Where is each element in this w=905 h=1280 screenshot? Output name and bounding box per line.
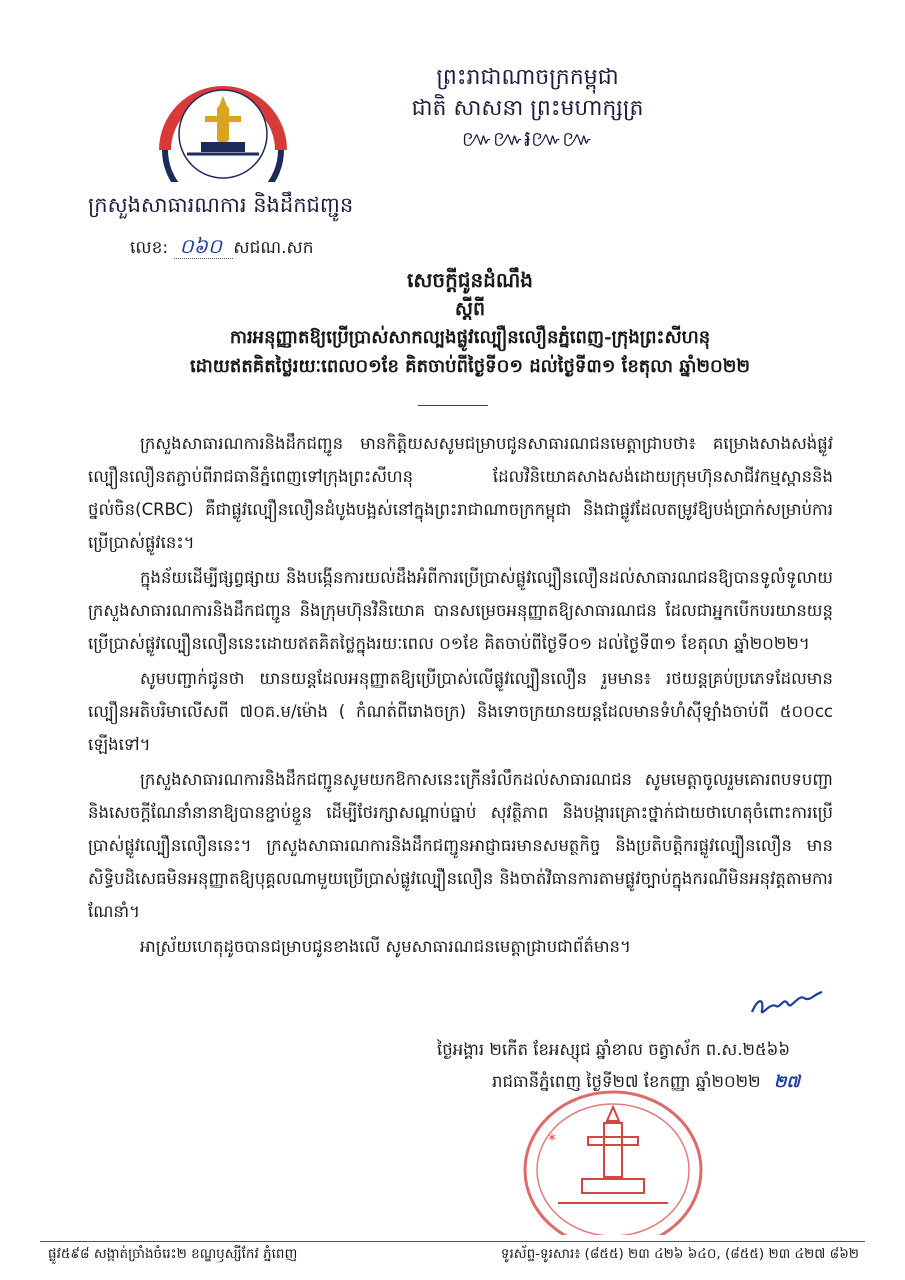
footer-address: ផ្លូវ៥៩៨ សង្កាត់ច្រាំងចំរេះ២ ខណ្ឌឫស្សីកែវ ភ្នំពេញ — [48, 1246, 298, 1262]
footer-phone: ទូរស័ព្ទ-ទូរសារ៖ (៨៥៥) ២៣ ៤២៦ ៦៤០, (៨៥៥) ២៣ ៤២៧ ៨៦២ — [500, 1246, 859, 1262]
national-motto: ជាតិ សាសនា ព្រះមហាក្សត្រ — [411, 96, 644, 121]
ministry-name: ក្រសួងសាធារណការ និងដឹកជញ្ជូន — [88, 193, 354, 217]
date-mark: ២៧ — [773, 1072, 800, 1091]
paragraph-5: អាស្រ័យហេតុដូចបានជម្រាបជូនខាងលើ សូមសាធារណជនមេត្តាជ្រាបជាព័ត៌មាន។ — [140, 937, 631, 956]
subject-line-2: ដោយឥតគិតថ្លៃរយៈពេល០១ខែ គិតចាប់ពីថ្ងៃទី០១ ដល់ថ្ងៃទី៣១ ខែតុលា ឆ្នាំ២០២២ — [189, 356, 751, 377]
ref-prefix: លេខ: — [130, 238, 169, 258]
footer-rule — [40, 1241, 865, 1242]
lunar-date: ថ្ងៃអង្គារ ២កើត ខែអស្សុជ ឆ្នាំខាល ចត្វាស័ក ព.ស.២៥៦៦ — [437, 1040, 791, 1059]
kingdom-header — [355, 62, 700, 155]
kingdom-name: ព្រះរាជាណាចក្រកម្ពុជា — [436, 65, 619, 90]
official-seal — [518, 1075, 708, 1235]
ref-suffix: សជណ.សក — [233, 238, 314, 258]
header-ornament: ៚៚៛៚៚ — [461, 127, 594, 152]
paragraph-1: ក្រសួងសាធារណការនិងដឹកជញ្ជូន មានកិត្តិយសសូមជម្រាបជូនសាធារណជនមេត្តាជ្រាបថា៖ គម្រោងសាងសង់ផ្លូវល្បឿនលឿនតភ្ជាប់ពីរាជធានីភ្នំពេញទៅក្រុងព្រះសីហនុ ដែលវិនិយោគសាងសង់ដោយក្រុមហ៊ុនសាជីវកម្មស្ពាននិងថ្នល់ចិន(CRBC) គឺជាផ្លូវល្បឿនលឿនដំបូងបង្អស់នៅក្នុងព្រះរាជាណាចក្រកម្ពុជា និងជាផ្លូវដែលតម្រូវឱ្យបង់ប្រាក់សម្រាប់ការប្រើប្រាស់ផ្លូវនេះ។ — [88, 434, 833, 552]
about-label: ស្ដីពី — [454, 298, 486, 320]
svg-text:*: * — [548, 1130, 556, 1149]
reference-number — [130, 233, 314, 263]
subject-line-1: ការអនុញ្ញាតឱ្យប្រើប្រាស់សាកល្បងផ្លូវល្បឿនលឿនភ្នំពេញ-ក្រុងព្រះសីហនុ — [229, 327, 711, 348]
initial-signature — [748, 990, 828, 1020]
notice-title: សេចក្ដីជូនដំណឹង — [407, 268, 533, 292]
solar-date: រាជធានីភ្នំពេញ ថ្ងៃទី២៧ ខែកញ្ញា ឆ្នាំ២០២២ — [492, 1072, 761, 1091]
paragraph-3: សូមបញ្ជាក់ជូនថា យានយន្តដែលអនុញ្ញាតឱ្យប្រើប្រាស់លើផ្លូវល្បឿនលឿន រួមមាន៖ រថយន្តគ្រប់ប្រភេទដែលមានល្បឿនអតិបរិមាលើសពី ៧០គ.ម/ម៉ោង ( កំណត់ពីរោងចក្រ) និងទោចក្រយានយន្តដែលមានទំហំស៊ីឡាំងចាប់ពី ៥០០cc ឡើងទៅ។ — [88, 669, 833, 754]
ref-number: ០៦០ — [179, 234, 222, 258]
title-divider — [418, 405, 488, 406]
paragraph-2: ក្នុងន័យដើម្បីផ្សព្វផ្សាយ និងបង្កើនការយល់ដឹងអំពីការប្រើប្រាស់ផ្លូវល្បឿនលឿនដល់សាធារណជនឱ្យបានទូលំទូលាយ ក្រសួងសាធារណការនិងដឹកជញ្ជូន និងក្រុមហ៊ុនវិនិយោគ បានសម្រេចអនុញ្ញាតឱ្យសាធារណជន ដែលជាអ្នកបើកបរយានយន្តប្រើប្រាស់ផ្លូវល្បឿនលឿននេះដោយឥតគិតថ្លៃក្នុងរយៈពេល ០១ខែ គិតចាប់ពីថ្ងៃទី០១ ដល់ថ្ងៃទី៣១ ខែតុលា ឆ្នាំ២០២២។ — [88, 568, 833, 653]
document-title-block — [90, 265, 850, 381]
notice-body — [88, 427, 833, 965]
paragraph-4: ក្រសួងសាធារណការនិងដឹកជញ្ជូនសូមយកឱកាសនេះក្រើនរំលឹកដល់សាធារណជន សូមមេត្តាចូលរួមគោរពបទបញ្ជា និងសេចក្ដីណែនាំនានាឱ្យបានខ្ជាប់ខ្ជួន ដើម្បីថែរក្សាសណ្ដាប់ធ្នាប់ សុវត្ថិភាព និងបង្ការគ្រោះថ្នាក់ជាយថាហេតុចំពោះការប្រើប្រាស់ផ្លូវល្បឿនលឿននេះ។ ក្រសួងសាធារណការនិងដឹកជញ្ជូនអាជ្ញាធរមានសមត្ថកិច្ច និងប្រតិបត្តិករផ្លូវល្បឿនលឿន មានសិទ្ធិបដិសេធមិនអនុញ្ញាតឱ្យបុគ្គលណាមួយប្រើប្រាស់ផ្លូវល្បឿនលឿន និងចាត់វិធានការតាមផ្លូវច្បាប់ក្នុងករណីមិនអនុវត្តតាមការណែនាំ។ — [88, 770, 833, 921]
ministry-logo — [157, 72, 289, 182]
